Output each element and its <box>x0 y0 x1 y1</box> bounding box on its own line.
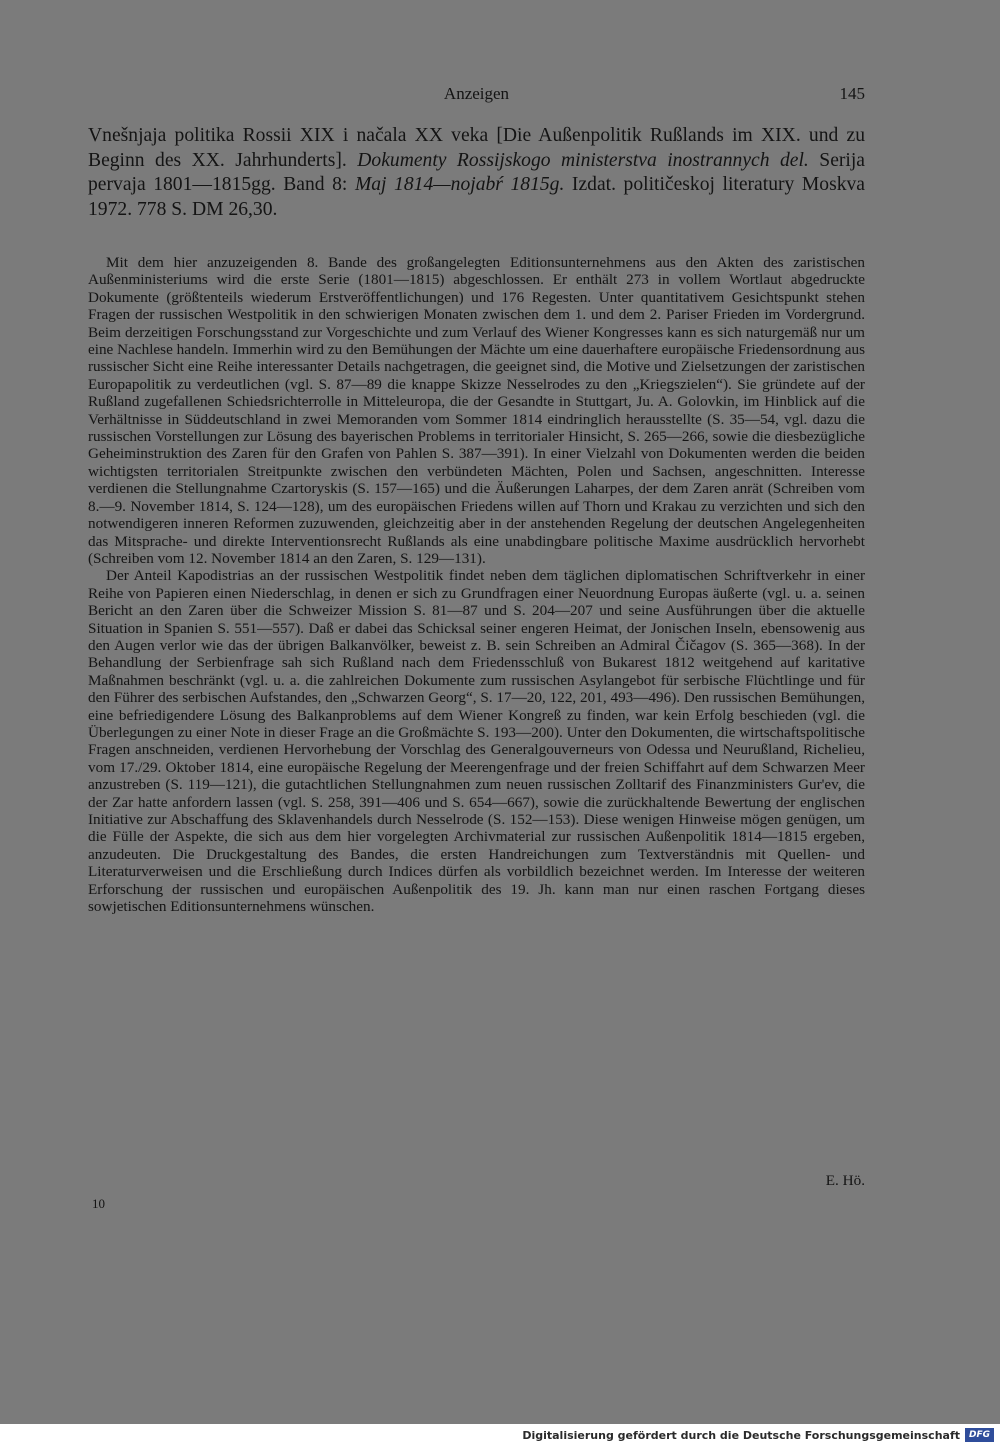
series-title: Dokumenty Rossijskogo ministerstva inostrannych del. <box>357 149 809 171</box>
page-header <box>88 84 865 108</box>
reviewer-signature: E. Hö. <box>825 1172 865 1189</box>
funding-credit: Digitalisierung gefördert durch die Deutsche Forschungsgemeinschaft <box>522 1429 960 1442</box>
page-number: 145 <box>839 84 865 103</box>
review-body <box>88 254 865 915</box>
footer-bar <box>0 1424 1000 1447</box>
volume-period: Maj 1814—nojabŕ 1815g. <box>354 174 565 195</box>
publication-info: Izdat. političeskoj literatury Moskva 1972. 778 S. DM 26,30. <box>88 174 866 220</box>
review-title-block <box>88 124 865 222</box>
series-volume: Serija pervaja 1801—1815gg. Band 8: <box>88 149 865 195</box>
paragraph: Der Anteil Kapodistrias an der russischen Westpolitik findet neben dem täglichen diplomatischen Schriftverkehr in einer Reihe von Papieren einen Niederschlag, in denen er sich zu Grundfragen einer Neuordnung Europas äußerte (vgl. u. a. seinen Bericht an den Zaren über die Schweizer Mission S. 81—87 und S. 204—207 und seine Ausführungen über die aktuelle Situation in Spanien S. 551—557). Daß er dabei das Schicksal seiner engeren Heimat, der Jonischen Inseln, ebensowenig aus den Augen verlor wie das der übrigen Balkanvölker, beweist z. B. sein Schreiben an Admiral Čičagov (S. 365—368). In der Behandlung der Serbienfrage sah sich Rußland nach dem Friedensschluß von Bukarest 1812 weitgehend auf karitative Maßnahmen beschränkt (vgl. u. a. die zahlreichen Dokumente zum russischen Asylangebot für serbische Flüchtlinge und für den Führer des serbischen Aufstandes, den „Schwarzen Georg“, S. 17—20, 122, 201, 493—496). Den russischen Bemühungen, eine befriedigendere Lösung des Balkanproblems auf dem Wiener Kongreß zu finden, war kein Erfolg beschieden (vgl. die Überlegungen zu einer Note in dieser Frage an die Großmächte S. 193—200). Unter den Dokumenten, die wirtschaftspolitische Fragen anschneiden, verdienen Hervorhebung der Vorschlag des Generalgouverneurs von Odessa und Neurußland, Richelieu, vom 17./29. Oktober 1814, eine europäische Regelung der Meerengenfrage und der freien Schiffahrt auf dem Schwarzen Meer anzustreben (S. 119—121), die gutachtlichen Stellungnahmen zum neuen russischen Zolltarif des Finanzministers Gur'ev, die der Zar hatte anfordern lassen (vgl. S. 258, 391—406 und S. 654—667), sowie die zurückhaltende Bewertung der englischen Initiative zur Abschaffung des Sklavenhandels durch Nesselrode (S. 152—153). Diese wenigen Hinweise mögen genügen, um die Fülle der Aspekte, die sich aus dem hier vorgelegten Archivmaterial zur russischen Außenpolitik 1814—1815 ergeben, anzudeuten. Die Druckgestaltung des Bandes, die ersten Handreichungen zum Textverständnis mit Quellen- und Literaturverweisen und die Erschließung durch Indices dürfen als vorbildlich bezeichnet werden. Im Interesse der weiteren Erforschung der russischen und europäischen Außenpolitik des 19. Jh. kann man nur einen raschen Fortgang dieses sowjetischen Editionsunternehmens wünschen. <box>88 567 865 916</box>
dfg-logo: DFG <box>965 1428 994 1442</box>
paragraph: Mit dem hier anzuzeigenden 8. Bande des großangelegten Editionsunternehmens aus den Akten des zaristischen Außenministeriums wird die erste Serie (1801—1815) abgeschlossen. Er enthält 273 in vollem Wortlaut abgedruckte Dokumente (größtenteils wiederum Erstveröffentlichungen) und 176 Regesten. Unter quantitativem Gesichtspunkt stehen Fragen der russischen Westpolitik in den schwierigen Monaten zwischen dem 1. und dem 2. Pariser Frieden im Vordergrund. Beim derzeitigen Forschungsstand zur Vorgeschichte und zum Verlauf des Wiener Kongresses kann es sich naturgemäß nur um eine Nachlese handeln. Immerhin wird zu den Bemühungen der Mächte um eine dauerhaftere europäische Friedensordnung aus russischer Sicht eine Reihe interessanter Details nachgetragen, die geeignet sind, die Motive und Zielsetzungen der zaristischen Europapolitik zu verdeutlichen (vgl. S. 87—89 die knappe Skizze Nesselrodes zu den „Kriegszielen“). Sie gründete auf der Rußland zugefallenen Schiedsrichterrolle in Mitteleuropa, die der Gesandte in Stuttgart, Ju. A. Golovkin, im Hinblick auf die Verhältnisse in Süddeutschland in zwei Memoranden vom Sommer 1814 eindringlich herausstellte (S. 35—54, vgl. dazu die russischen Vorstellungen zur Lösung des bayerischen Problems in territorialer Hinsicht, S. 265—266, sowie die diesbezügliche Geheiminstruktion des Zaren für den Grafen von Pahlen S. 387—391). In einer Vielzahl von Dokumenten werden die beiden wichtigsten territorialen Streitpunkte zwischen den verbündeten Mächten, Polen und Sachsen, angeschnitten. Interesse verdienen die Stellungnahme Czartoryskis (S. 157—165) und die Äußerungen Laharpes, der dem Zaren anrät (Schreiben vom 8.—9. November 1814, S. 124—128), um des europäischen Friedens willen auf Thorn und Krakau zu verzichten und sich den notwendigeren inneren Reformen zuzuwenden, gleichzeitig aber in der anstehenden Regelung der deutschen Angelegenheiten das Mitsprache- und direkte Interventionsrecht Rußlands als eine unabdingbare politische Maxime ausdrücklich hervorhebt (Schreiben vom 12. November 1814 an den Zaren, S. 129—131). <box>88 254 865 567</box>
running-head: Anzeigen <box>443 84 510 103</box>
sheet-number: 10 <box>92 1196 105 1211</box>
book-title: Vnešnjaja politika Rossii XIX i načala XX veka [Die Außenpolitik Rußlands im XIX. und zu Beginn des XX. Jahrhunderts]. <box>88 125 865 171</box>
